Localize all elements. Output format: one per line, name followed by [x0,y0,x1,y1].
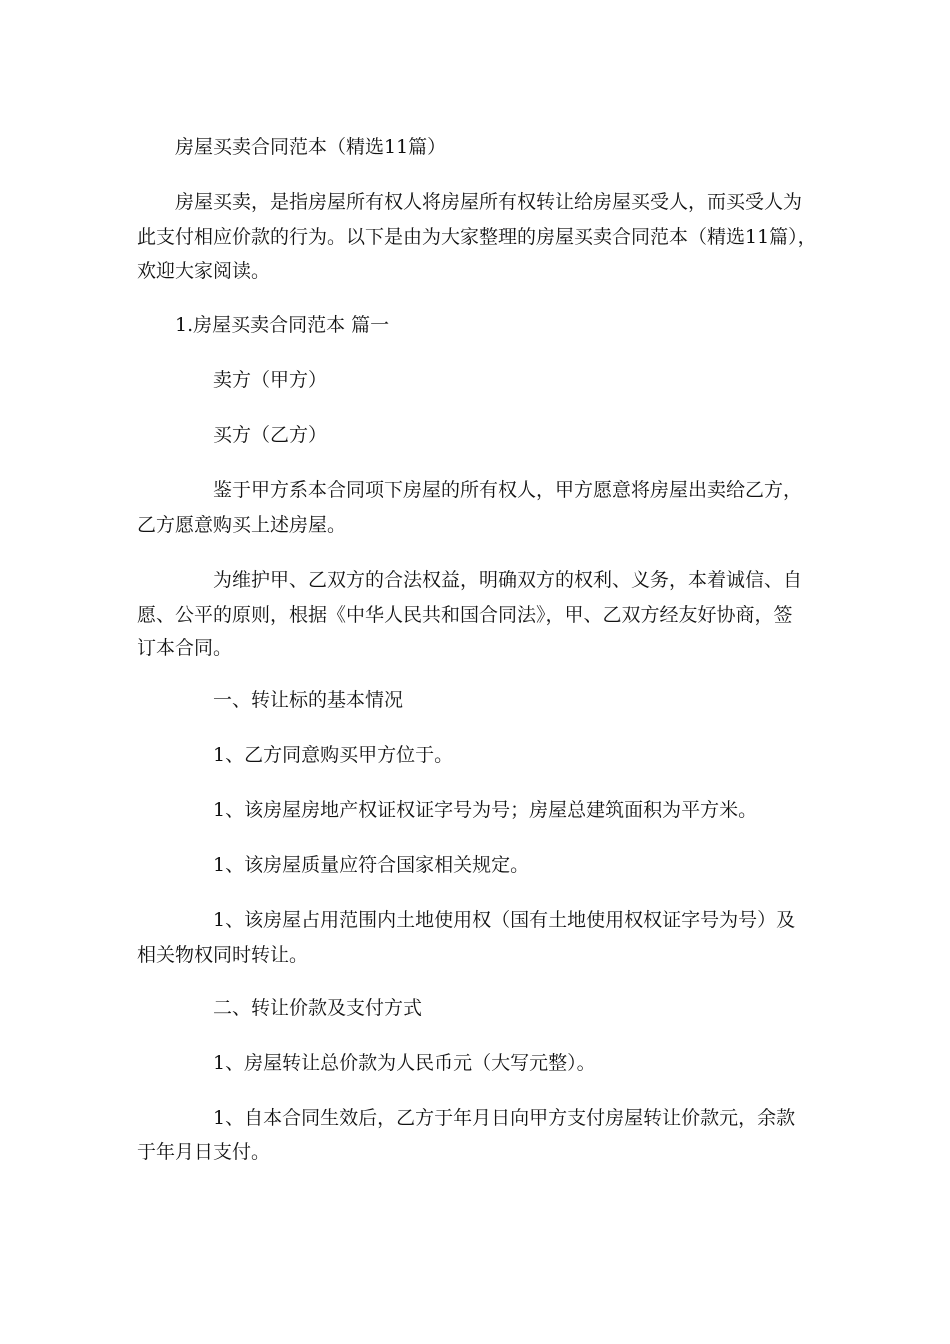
clause1-item-3: 1、该房屋质量应符合国家相关规定。 [213,854,530,876]
intro-line-1: 房屋买卖，是指房屋所有权人将房屋所有权转让给房屋买受人，而买受人为 [175,191,803,213]
para1-line-2: 乙方愿意购买上述房屋。 [137,514,347,536]
para2-line-1: 为维护甲、乙双方的合法权益，明确双方的权利、义务，本着诚信、自 [213,569,803,591]
document-title: 房屋买卖合同范本（精选11篇） [175,136,447,158]
para1-line-1: 鉴于甲方系本合同项下房屋的所有权人，甲方愿意将房屋出卖给乙方， [213,479,803,501]
intro-line-2: 此支付相应价款的行为。以下是由为大家整理的房屋买卖合同范本（精选11篇）， [137,226,817,248]
clause1-item-4-line-2: 相关物权同时转让。 [137,944,309,966]
clause2-heading: 二、转让价款及支付方式 [213,997,423,1019]
clause2-item-2-line-1: 1、自本合同生效后，乙方于年月日向甲方支付房屋转让价款元，余款 [213,1107,796,1129]
clause2-item-1: 1、房屋转让总价款为人民币元（大写元整）。 [213,1052,596,1074]
clause1-item-4-line-1: 1、该房屋占用范围内土地使用权（国有土地使用权权证字号为号）及 [213,909,796,931]
clause2-item-2-line-2: 于年月日支付。 [137,1141,271,1163]
clause1-heading: 一、转让标的基本情况 [213,689,404,711]
para2-line-2: 愿、公平的原则，根据《中华人民共和国合同法》，甲、乙双方经友好协商，签 [137,604,793,626]
para2-line-3: 订本合同。 [137,637,233,659]
intro-line-3: 欢迎大家阅读。 [137,260,271,282]
clause1-item-1: 1、乙方同意购买甲方位于。 [213,744,454,766]
clause1-item-2: 1、该房屋房地产权证权证字号为号；房屋总建筑面积为平方米。 [213,799,758,821]
seller-label: 卖方（甲方） [213,369,328,391]
buyer-label: 买方（乙方） [213,424,328,446]
section1-heading: 1.房屋买卖合同范本 篇一 [175,314,390,336]
